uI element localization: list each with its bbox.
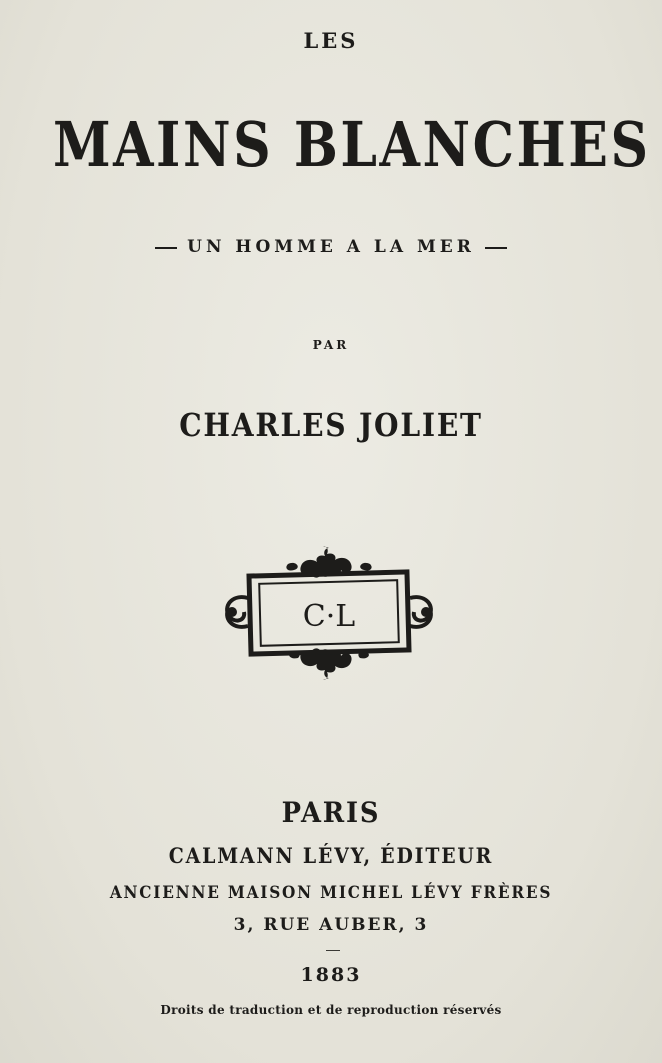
ornament-right-scroll <box>410 597 431 627</box>
rights-notice: Droits de traduction et de reproduction réservés <box>160 1003 502 1017</box>
publisher-address: 3, RUE AUBER, 3 <box>233 915 429 935</box>
monogram-text: C·L <box>302 599 356 634</box>
subtitle-text: UN HOMME A LA MER <box>187 237 475 257</box>
subtitle-dash-left <box>155 247 177 249</box>
publisher-name: CALMANN LÉVY, ÉDITEUR <box>168 843 494 868</box>
ornament-left-scroll <box>227 597 248 627</box>
book-subtitle <box>0 237 662 257</box>
publication-year: 1883 <box>300 964 362 986</box>
former-publishing-house: ANCIENNE MAISON MICHEL LÉVY FRÈRES <box>109 883 553 903</box>
by-line: PAR <box>312 338 350 352</box>
title-article: LES <box>303 28 359 53</box>
year-separator-dash <box>326 950 340 951</box>
publisher-monogram-ornament <box>218 540 440 686</box>
publication-city: PARIS <box>281 796 381 829</box>
subtitle-dash-right <box>485 247 507 249</box>
author-name: CHARLES JOLIET <box>179 406 483 444</box>
book-title: MAINS BLANCHES <box>52 108 651 181</box>
